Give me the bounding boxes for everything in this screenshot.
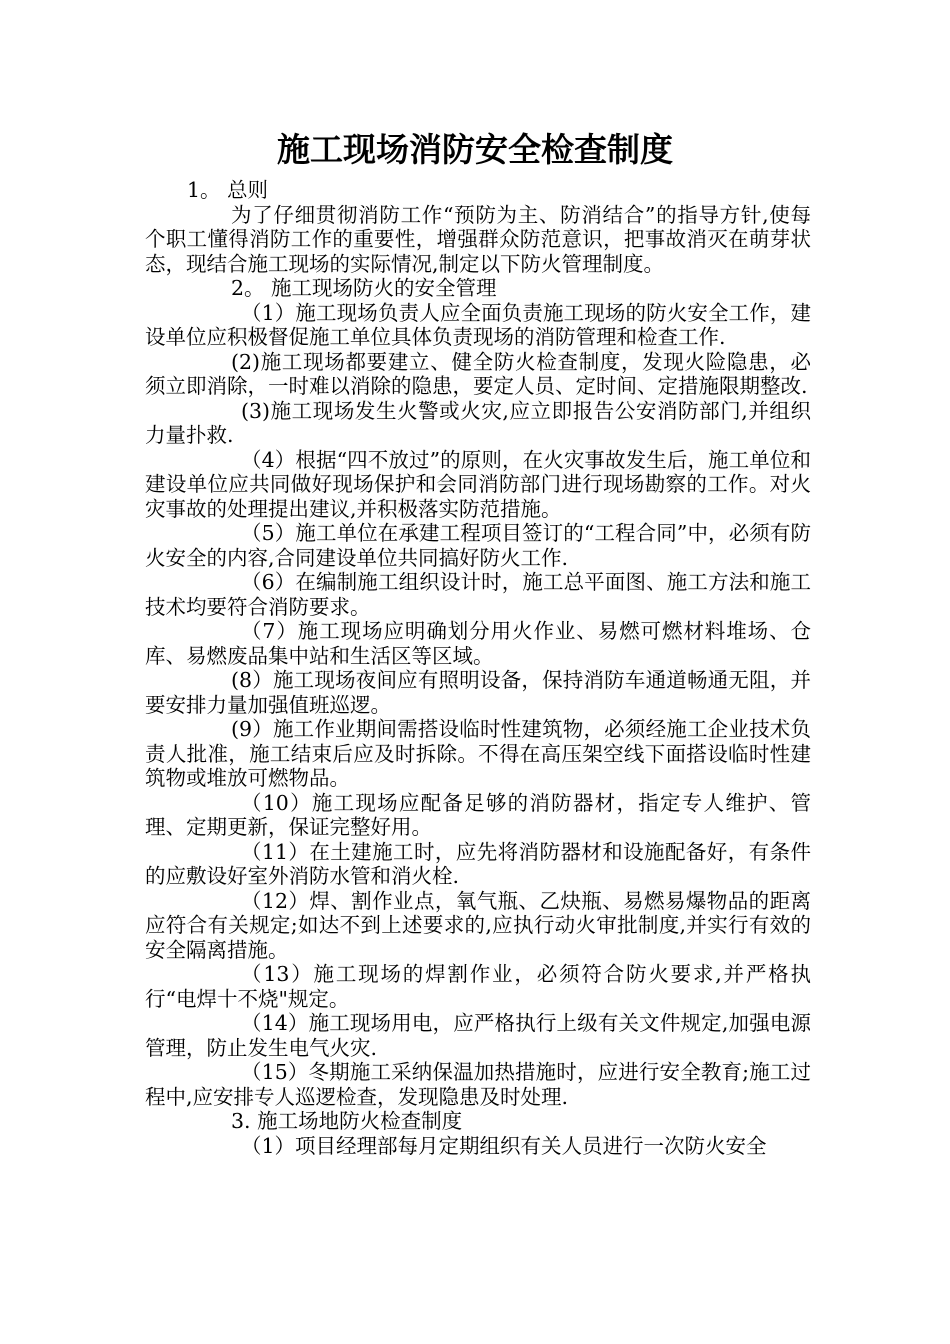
- paragraph: （14）施工现场用电，应严格执行上级有关文件规定,加强电源管理，防止发生电气火灾.: [145, 1011, 811, 1060]
- paragraph: （5）施工单位在承建工程项目签订的“工程合同”中，必须有防火安全的内容,合同建设单位共同搞好防火工作.: [145, 521, 811, 570]
- paragraph: （12）焊、割作业点，氧气瓶、乙炔瓶、易燃易爆物品的距离应符合有关规定;如达不到上述要求的,应执行动火审批制度,并实行有效的安全隔离措施。: [145, 888, 811, 962]
- paragraph: （4）根据“四不放过”的原则，在火灾事故发生后，施工单位和建设单位应共同做好现场保护和会同消防部门进行现场勘察的工作。对火灾事故的处理提出建议,并积极落实防范措施。: [145, 447, 811, 521]
- paragraph: （7）施工现场应明确划分用火作业、易燃可燃材料堆场、仓库、易燃废品集中站和生活区等区域。: [145, 619, 811, 668]
- paragraph: （1）项目经理部每月定期组织有关人员进行一次防火安全: [241, 1133, 767, 1158]
- paragraph: （1）施工现场负责人应全面负责施工现场的防火安全工作，建设单位应积极督促施工单位具体负责现场的消防管理和检查工作.: [145, 300, 811, 349]
- paragraph: （11）在土建施工时，应先将消防器材和设施配备好，有条件的应敷设好室外消防水管和消火栓.: [145, 839, 811, 888]
- paragraph: （10）施工现场应配备足够的消防器材，指定专人维护、管理、定期更新，保证完整好用。: [145, 790, 811, 839]
- paragraph: （13）施工现场的焊割作业，必须符合防火要求,并严格执行“电焊十不烧"规定。: [145, 962, 811, 1011]
- paragraph: (3)施工现场发生火警或火灾,应立即报告公安消防部门,并组织力量扑救.: [145, 398, 811, 447]
- document-body: [145, 178, 811, 1158]
- paragraph: (2)施工现场都要建立、健全防火检查制度，发现火险隐患，必须立即消除，一时难以消除的隐患，要定人员、定时间、定措施限期整改.: [145, 349, 811, 398]
- section-heading: 3. 施工场地防火检查制度: [231, 1109, 463, 1133]
- paragraph: （15）冬期施工采纳保温加热措施时，应进行安全教育;施工过程中,应安排专人巡逻检查，发现隐患及时处理.: [145, 1060, 811, 1109]
- paragraph: （6）在编制施工组织设计时，施工总平面图、施工方法和施工技术均要符合消防要求。: [145, 570, 811, 619]
- section-heading: 1。 总则: [187, 178, 269, 202]
- paragraph: 为了仔细贯彻消防工作“预防为主、防消结合”的指导方针,使每个职工懂得消防工作的重要性，增强群众防范意识，把事故消灭在萌芽状态，现结合施工现场的实际情况,制定以下防火管理制度。: [145, 202, 811, 276]
- paragraph: (8）施工现场夜间应有照明设备，保持消防车通道畅通无阻，并要安排力量加强值班巡逻。: [145, 668, 811, 717]
- document-title: 施工现场消防安全检查制度: [277, 130, 673, 169]
- paragraph: (9）施工作业期间需搭设临时性建筑物，必须经施工企业技术负责人批准，施工结束后应及时拆除。不得在高压架空线下面搭设临时性建筑物或堆放可燃物品。: [145, 717, 811, 790]
- section-heading: 2。 施工现场防火的安全管理: [231, 276, 497, 300]
